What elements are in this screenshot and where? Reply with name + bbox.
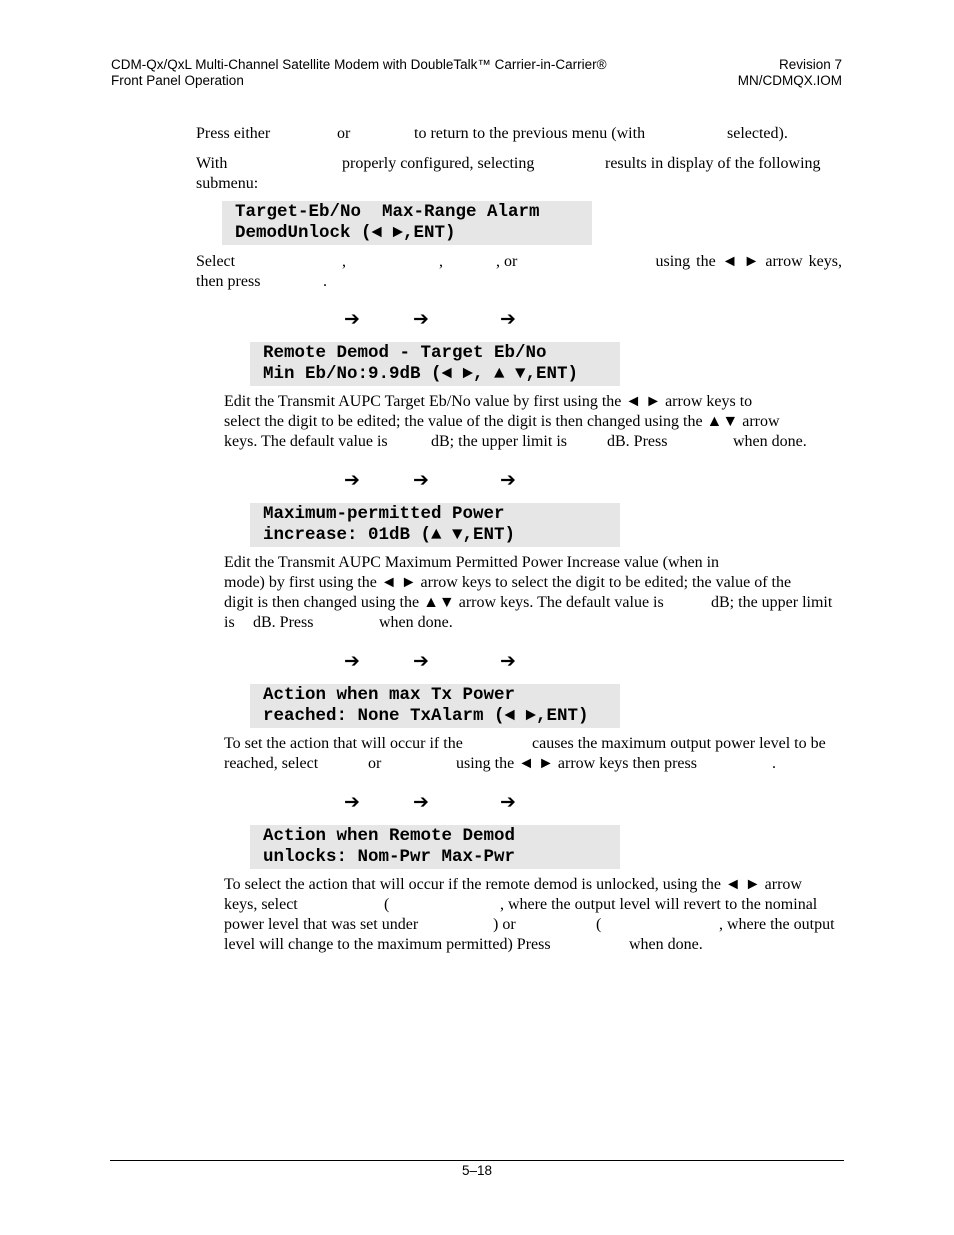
text: mode) by first using the ◄ ► arrow keys to select the digit to be edited; the value of the (224, 574, 792, 591)
lcd-line: increase: 01dB (▲ ▼,ENT) (263, 525, 516, 545)
header-doc-number: MN/CDMQX.IOM (737, 73, 842, 88)
arrow-right-icon: ➔ (500, 308, 516, 330)
text: dB. Press (253, 614, 314, 631)
lcd-display-max-tx-action (250, 684, 620, 728)
lcd-line: reached: None TxAlarm (◄ ►,ENT) (263, 706, 589, 726)
lcd-line: unlocks: Nom-Pwr Max-Pwr (263, 847, 516, 867)
text: selected). (727, 125, 788, 142)
arrow-right-icon: ➔ (344, 791, 360, 813)
text: is (224, 614, 235, 631)
lcd-line: Remote Demod - Target Eb/No (263, 343, 547, 363)
text: , (342, 253, 346, 270)
text: To set the action that will occur if the (224, 735, 463, 752)
text: , or (496, 253, 518, 270)
lcd-line: Action when Remote Demod (263, 826, 516, 846)
text: dB; the upper limit (711, 594, 833, 611)
lcd-line: Action when max Tx Power (263, 685, 516, 705)
arrow-right-icon: ➔ (413, 791, 429, 813)
text: Select (196, 253, 236, 270)
text: submenu: (196, 175, 259, 192)
lcd-display-remote-unlock-action (250, 825, 620, 869)
lcd-line: DemodUnlock (◄ ►,ENT) (235, 223, 456, 243)
footer-divider (110, 1160, 844, 1161)
text: , (439, 253, 443, 270)
page-number: 5–18 (461, 1163, 493, 1178)
arrow-right-icon: ➔ (500, 469, 516, 491)
header-section: Front Panel Operation (111, 73, 244, 88)
text: ( (384, 896, 390, 913)
lcd-display-submenu (222, 201, 592, 245)
arrow-right-icon: ➔ (344, 308, 360, 330)
arrow-right-icon: ➔ (413, 469, 429, 491)
text: properly configured, selecting (342, 155, 535, 172)
text: , where the output level will revert to the nominal (500, 896, 818, 913)
text: . (772, 755, 776, 772)
arrow-right-icon: ➔ (500, 650, 516, 672)
text: when done. (629, 936, 703, 953)
text: Edit the Transmit AUPC Maximum Permitted Power Increase value (when in (224, 554, 720, 571)
text: when done. (733, 433, 807, 450)
text: Press either (196, 125, 271, 142)
lcd-display-max-power (250, 503, 620, 547)
text: dB; the upper limit is (431, 433, 567, 450)
text: to return to the previous menu (with (414, 125, 646, 142)
text: keys, select (224, 896, 298, 913)
lcd-line: Target-Eb/No Max-Range Alarm (235, 202, 540, 222)
text: using the ◄ ► arrow keys then press (456, 755, 697, 772)
text: Edit the Transmit AUPC Target Eb/No value by first using the ◄ ► arrow keys to (224, 393, 753, 410)
text: keys. The default value is (224, 433, 388, 450)
text: then press (196, 273, 261, 290)
text: dB. Press (607, 433, 668, 450)
lcd-display-target-ebno (250, 342, 620, 386)
arrow-right-icon: ➔ (413, 308, 429, 330)
text: power level that was set under (224, 916, 419, 933)
arrow-right-icon: ➔ (500, 791, 516, 813)
text: or (368, 755, 382, 772)
text: . (323, 273, 327, 290)
text: With (196, 155, 228, 172)
text: select the digit to be edited; the value of the digit is then changed using the ▲▼ arrow (224, 413, 780, 430)
text: results in display of the following (605, 155, 821, 172)
lcd-line: Maximum-permitted Power (263, 504, 505, 524)
text: using the ◄ ► arrow keys, (655, 253, 842, 270)
arrow-right-icon: ➔ (344, 469, 360, 491)
text: causes the maximum output power level to be (532, 735, 826, 752)
header-title: CDM-Qx/QxL Multi-Channel Satellite Modem with DoubleTalk™ Carrier-in-Carrier® (111, 57, 607, 72)
lcd-line: Min Eb/No:9.9dB (◄ ►, ▲ ▼,ENT) (263, 364, 579, 384)
text: level will change to the maximum permitted) Press (224, 936, 551, 953)
arrow-right-icon: ➔ (413, 650, 429, 672)
text: when done. (379, 614, 453, 631)
text: , where the output (719, 916, 835, 933)
text: ( (596, 916, 602, 933)
text: reached, select (224, 755, 319, 772)
text: ) or (493, 916, 516, 933)
text: digit is then changed using the ▲▼ arrow keys. The default value is (224, 594, 664, 611)
arrow-right-icon: ➔ (344, 650, 360, 672)
text: To select the action that will occur if the remote demod is unlocked, using the ◄ ► arrow (224, 876, 802, 893)
text: or (337, 125, 351, 142)
header-revision: Revision 7 (778, 57, 842, 72)
